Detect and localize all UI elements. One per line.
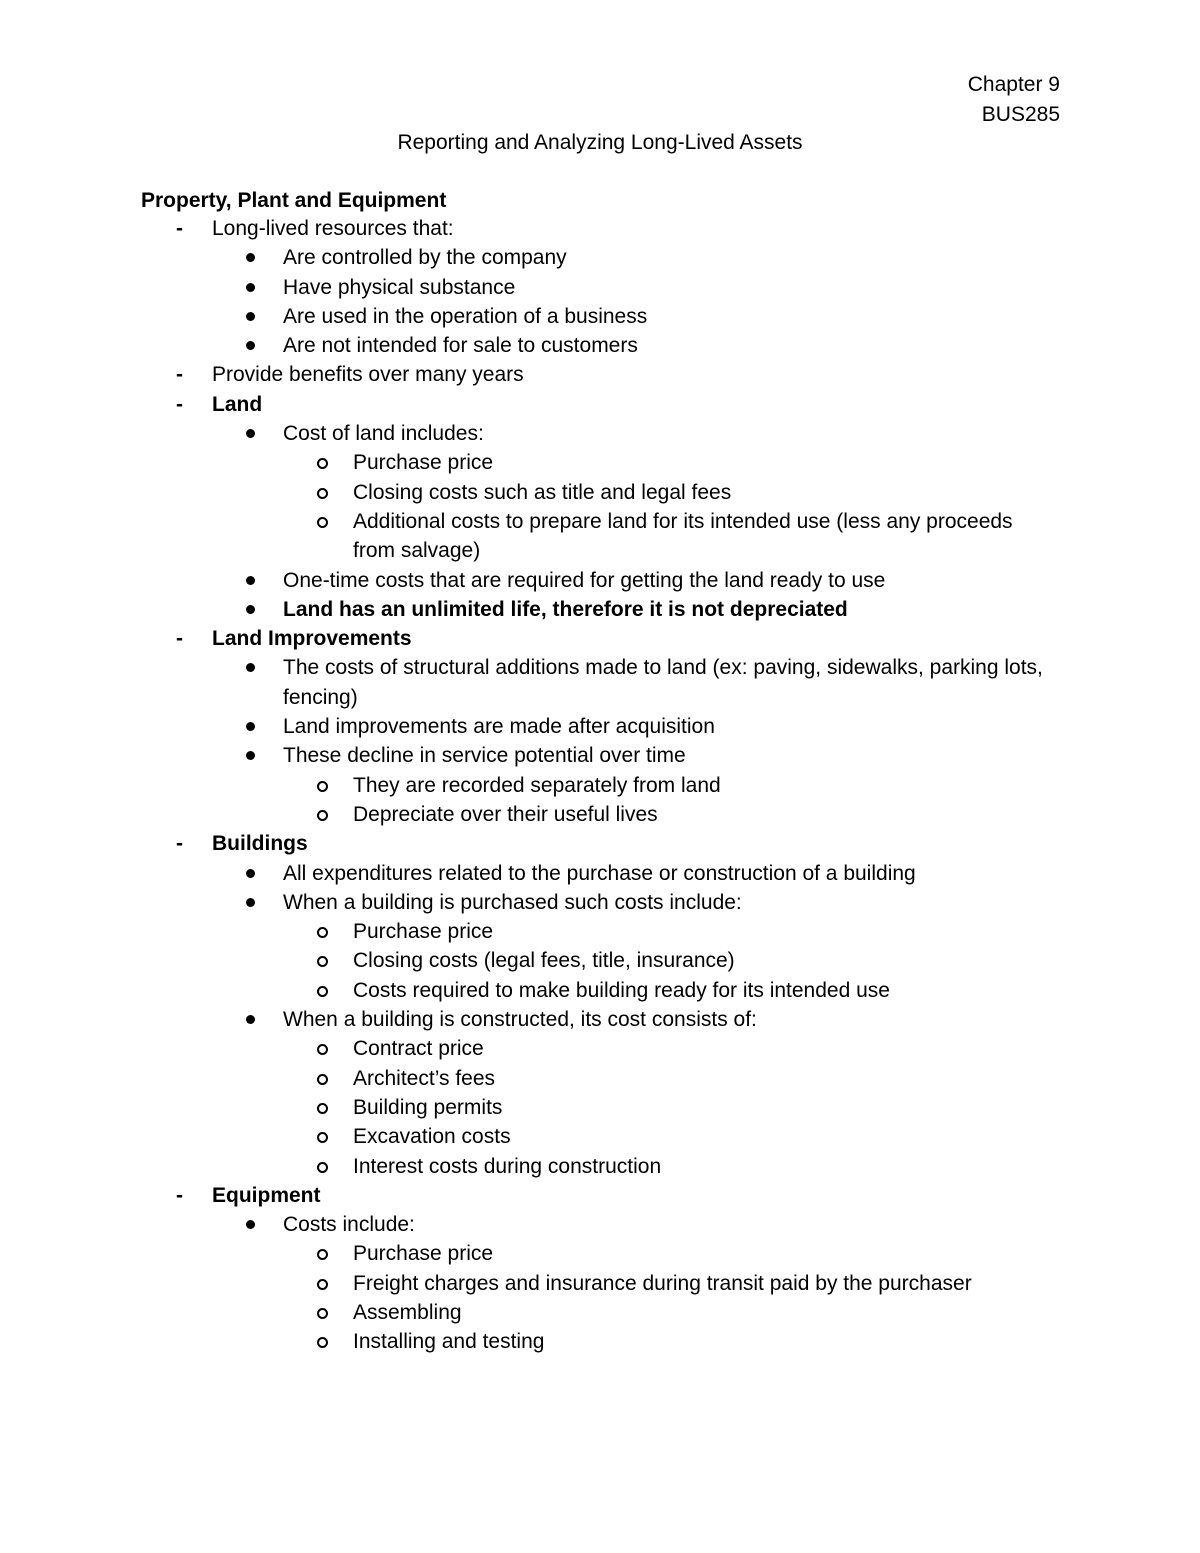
chapter-label: Chapter 9 <box>967 73 1060 96</box>
outline-item-level-2 <box>0 712 1200 741</box>
outline-item-level-3 <box>0 1064 1200 1093</box>
outline-item-level-2 <box>0 741 1200 770</box>
outline-item-text: Long-lived resources that: <box>212 217 454 240</box>
dash-bullet-icon: - <box>176 363 183 387</box>
outline-item-level-2 <box>0 302 1200 331</box>
outline-item-level-1 <box>0 390 1200 419</box>
outline-item-text: Costs required to make building ready for its intended use <box>353 978 890 1002</box>
outline-item-text: Land improvements are made after acquisition <box>283 715 715 739</box>
outline-item-level-1 <box>0 829 1200 858</box>
outline-item-level-2 <box>0 859 1200 888</box>
dash-bullet-icon: - <box>176 832 183 856</box>
dash-bullet-icon: - <box>176 217 183 240</box>
outline-item-level-3 <box>0 1034 1200 1063</box>
dash-bullet-icon: - <box>176 627 183 651</box>
outline-item-level-3 <box>0 1269 1200 1298</box>
outline-item-text: Interest costs during construction <box>353 1154 662 1178</box>
document-header <box>968 70 1060 130</box>
outline-item-level-3 <box>0 800 1200 829</box>
outline-item-text: Cost of land includes: <box>283 422 484 446</box>
outline-item-level-3 <box>0 448 1200 477</box>
outline-item-level-1 <box>0 360 1200 389</box>
outline-item-text: Are controlled by the company <box>283 246 567 270</box>
section-heading: Property, Plant and Equipment <box>141 189 447 212</box>
outline-item-text: Land Improvements <box>212 627 412 651</box>
outline-item-level-3 <box>0 1122 1200 1151</box>
outline-item-text: Have physical substance <box>283 275 516 299</box>
outline-item-text: Additional costs to prepare land for its intended use (less any proceeds from salvage) <box>353 509 1013 563</box>
outline-item-level-2 <box>0 888 1200 917</box>
outline-item-level-2 <box>0 595 1200 624</box>
outline-item-level-2 <box>0 419 1200 448</box>
outline-item-level-3 <box>0 1298 1200 1327</box>
outline-list <box>0 214 1200 1357</box>
outline-item-text: Are used in the operation of a business <box>283 304 648 328</box>
outline-item-text: Depreciate over their useful lives <box>353 802 658 826</box>
dash-bullet-icon: - <box>176 392 183 416</box>
outline-item-text: Buildings <box>212 832 308 856</box>
outline-item-text: Land has an unlimited life, therefore it is not depreciated <box>283 597 848 621</box>
dash-bullet-icon: - <box>176 1183 183 1207</box>
outline-item-level-3 <box>0 1239 1200 1268</box>
outline-item-level-3 <box>0 507 1200 566</box>
outline-item-level-3 <box>0 946 1200 975</box>
outline-item-text: Provide benefits over many years <box>212 363 524 387</box>
course-code: BUS285 <box>981 103 1060 126</box>
outline-item-level-2 <box>0 243 1200 272</box>
outline-item-level-3 <box>0 1093 1200 1122</box>
outline-item-text: Closing costs (legal fees, title, insurance) <box>353 949 735 973</box>
outline-item-text: Installing and testing <box>353 1330 545 1354</box>
outline-item-text: Building permits <box>353 1095 503 1119</box>
outline-item-text: One-time costs that are required for getting the land ready to use <box>283 568 886 592</box>
outline-item-text: Purchase price <box>353 1242 494 1266</box>
outline-item-level-1 <box>0 214 1200 243</box>
outline-item-level-3 <box>0 976 1200 1005</box>
outline-item-text: Equipment <box>212 1183 321 1207</box>
outline-item-level-2 <box>0 653 1200 712</box>
outline-item-text: Purchase price <box>353 920 494 944</box>
outline-item-text: When a building is constructed, its cost consists of: <box>283 1008 757 1032</box>
outline-item-text: When a building is purchased such costs include: <box>283 890 742 914</box>
page-title: Reporting and Analyzing Long-Lived Assets <box>397 131 803 154</box>
outline-item-text: Closing costs such as title and legal fees <box>353 480 732 504</box>
outline-item-level-1 <box>0 624 1200 653</box>
outline-item-text: Assembling <box>353 1300 462 1324</box>
outline-item-text: Architect’s fees <box>353 1066 496 1090</box>
outline-item-text: Contract price <box>353 1037 484 1061</box>
outline-item-level-2 <box>0 566 1200 595</box>
outline-item-text: Land <box>212 392 263 416</box>
outline-item-text: All expenditures related to the purchase or construction of a building <box>283 861 916 885</box>
outline-item-level-3 <box>0 478 1200 507</box>
outline-item-text: Excavation costs <box>353 1125 511 1149</box>
outline-item-level-3 <box>0 1327 1200 1356</box>
outline-item-text: They are recorded separately from land <box>353 773 721 797</box>
outline-item-level-3 <box>0 917 1200 946</box>
outline-item-level-2 <box>0 273 1200 302</box>
outline-item-level-2 <box>0 1210 1200 1239</box>
outline-item-text: Freight charges and insurance during transit paid by the purchaser <box>353 1271 972 1295</box>
outline-item-level-3 <box>0 1152 1200 1181</box>
outline-item-level-2 <box>0 331 1200 360</box>
outline-item-text: The costs of structural additions made to land (ex: paving, sidewalks, parking lots, fencing) <box>283 656 1043 709</box>
outline-item-text: Are not intended for sale to customers <box>283 334 638 358</box>
outline-item-level-1 <box>0 1181 1200 1210</box>
outline-item-text: These decline in service potential over time <box>283 744 686 768</box>
outline-item-text: Costs include: <box>283 1213 415 1237</box>
outline-item-level-2 <box>0 1005 1200 1034</box>
outline-item-level-3 <box>0 771 1200 800</box>
outline-item-text: Purchase price <box>353 451 494 475</box>
